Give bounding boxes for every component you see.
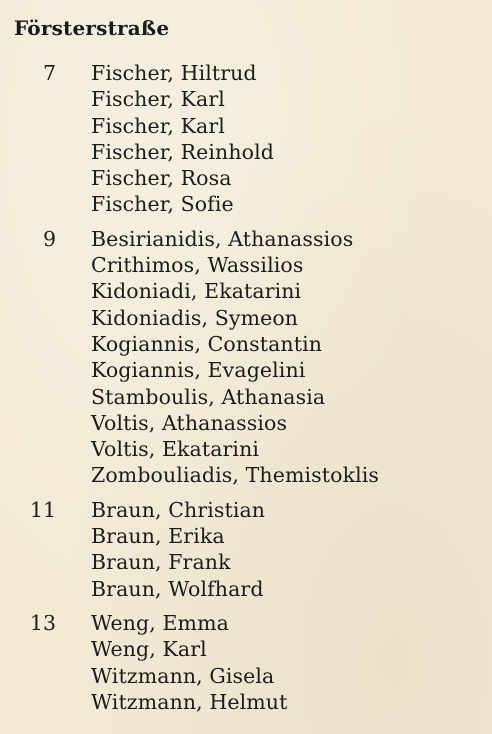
resident-list: [91, 226, 492, 489]
resident-list: [91, 60, 492, 218]
resident-name: Witzmann, Helmut: [91, 689, 288, 714]
resident-name: Fischer, Karl: [91, 113, 225, 138]
resident-name: Voltis, Ekatarini: [91, 437, 260, 462]
resident-name: Fischer, Karl: [91, 87, 225, 112]
resident-name: Weng, Emma: [91, 610, 229, 635]
resident-name: Braun, Wolfhard: [91, 576, 264, 601]
resident-name: Fischer, Rosa: [91, 166, 232, 191]
resident-name: Fischer, Hiltrud: [91, 61, 257, 85]
resident-list: [91, 610, 492, 715]
house-number: 11: [29, 497, 56, 522]
house-group: [0, 226, 492, 489]
resident-name: Braun, Frank: [91, 550, 231, 575]
resident-name: Stamboulis, Athanasia: [91, 384, 326, 409]
house-number: 9: [42, 226, 56, 251]
resident-name: Besirianidis, Athanassios: [91, 226, 354, 251]
resident-name: Kogiannis, Evagelini: [91, 358, 306, 383]
resident-name: Braun, Christian: [91, 497, 266, 522]
house-number: 13: [29, 610, 56, 635]
house-group: [0, 497, 492, 602]
house-groups: [0, 60, 492, 723]
resident-name: Weng, Karl: [91, 637, 207, 662]
street-title: Försterstraße: [14, 16, 170, 40]
resident-name: Fischer, Reinhold: [91, 139, 274, 164]
resident-list: [91, 497, 492, 602]
resident-name: Braun, Erika: [91, 524, 225, 549]
house-group: [0, 60, 492, 218]
resident-name: Kidoniadi, Ekatarini: [91, 279, 302, 304]
house-number: 7: [42, 61, 56, 85]
resident-name: Voltis, Athanassios: [91, 410, 288, 435]
resident-name: Witzmann, Gisela: [91, 663, 275, 688]
resident-name: Zombouliadis, Themistoklis: [91, 463, 380, 488]
resident-name: Fischer, Sofie: [91, 192, 234, 217]
house-group: [0, 610, 492, 715]
resident-name: Crithimos, Wassilios: [91, 253, 304, 278]
resident-name: Kidoniadis, Symeon: [91, 305, 299, 330]
resident-name: Kogiannis, Constantin: [91, 331, 323, 356]
